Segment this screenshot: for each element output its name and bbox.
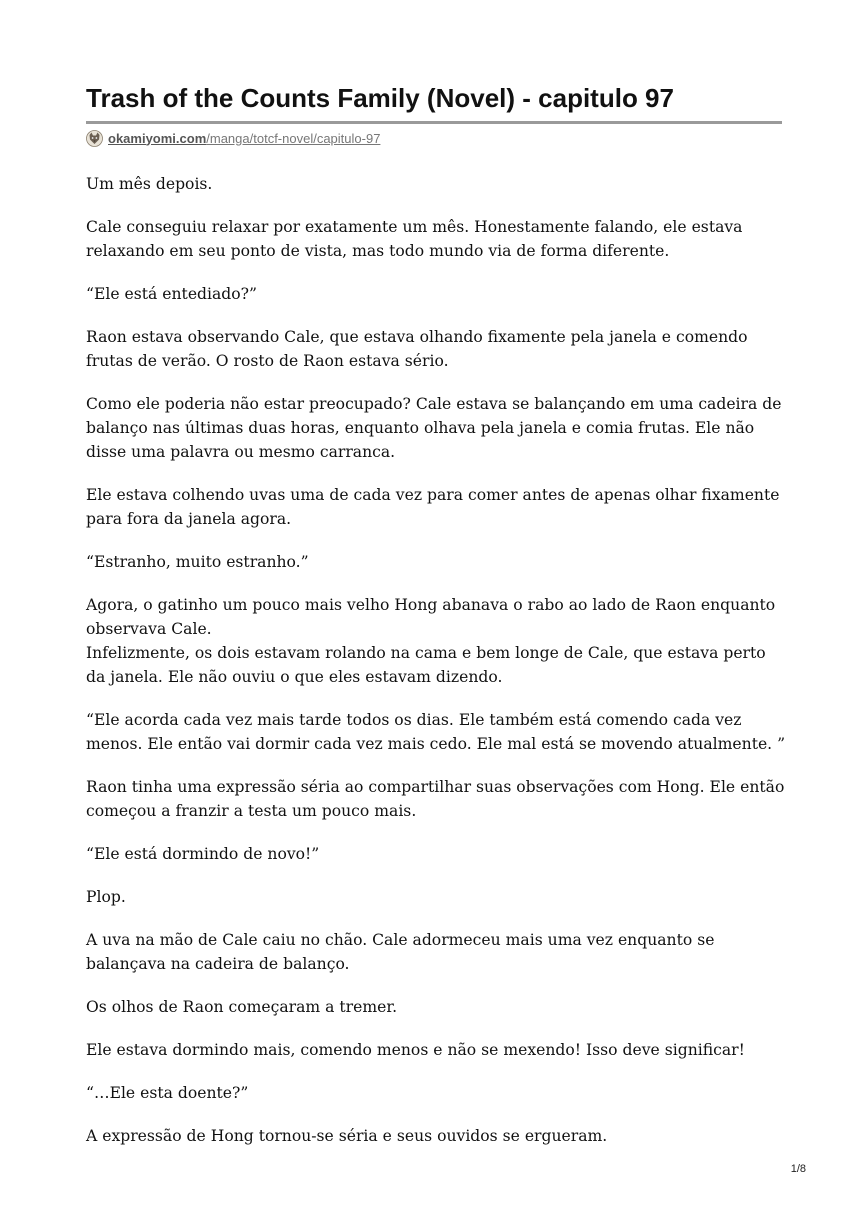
page-title: Trash of the Counts Family (Novel) - capitulo 97 [86, 83, 674, 113]
chapter-body [86, 172, 786, 1167]
paragraph: “Ele está dormindo de novo!” [86, 845, 320, 863]
paragraph: Raon estava observando Cale, que estava olhando fixamente pela janela e comendo frutas de verão. O rosto de Raon estava sério. [86, 328, 748, 370]
paragraph: A expressão de Hong tornou-se séria e seus ouvidos se ergueram. [86, 1127, 608, 1145]
paragraph: Ele estava dormindo mais, comendo menos e não se mexendo! Isso deve significar! [86, 1041, 745, 1059]
paragraph: Plop. [86, 888, 126, 906]
paragraph: Ele estava colhendo uvas uma de cada vez para comer antes de apenas olhar fixamente para fora da janela agora. [86, 486, 780, 528]
paragraph: “…Ele esta doente?” [86, 1084, 249, 1102]
page-number: 1/8 [790, 1163, 806, 1175]
paragraph: “Ele acorda cada vez mais tarde todos os dias. Ele também está comendo cada vez menos. Ele então vai dormir cada vez mais cedo. Ele mal está se movendo atualmente. ” [86, 711, 786, 753]
paragraph: “Ele está entediado?” [86, 285, 258, 303]
source-path[interactable]: /manga/totcf-novel/capitulo-97 [206, 130, 381, 146]
paragraph: Cale conseguiu relaxar por exatamente um mês. Honestamente falando, ele estava relaxando em seu ponto de vista, mas todo mundo via de forma diferente. [86, 218, 743, 260]
paragraph: “Estranho, muito estranho.” [86, 553, 309, 571]
paragraph: Um mês depois. [86, 175, 213, 193]
paragraph: Agora, o gatinho um pouco mais velho Hong abanava o rabo ao lado de Raon enquanto observava Cale. Infelizmente, os dois estavam rolando na cama e bem longe de Cale, que estava perto da janela. Ele não ouviu o que eles estavam dizendo. [86, 596, 776, 686]
source-link[interactable] [86, 128, 380, 148]
paragraph: Os olhos de Raon começaram a tremer. [86, 998, 398, 1016]
paragraph: A uva na mão de Cale caiu no chão. Cale adormeceu mais uma vez enquanto se balançava na cadeira de balanço. [86, 931, 715, 973]
title-divider [86, 121, 782, 124]
paragraph: Raon tinha uma expressão séria ao compartilhar suas observações com Hong. Ele então começou a franzir a testa um pouco mais. [86, 778, 785, 820]
source-domain[interactable]: okamiyomi.com [108, 130, 207, 146]
wolf-logo-icon [86, 130, 103, 147]
paragraph: Como ele poderia não estar preocupado? Cale estava se balançando em uma cadeira de balanço nas últimas duas horas, enquanto olhava pela janela e comia frutas. Ele não disse uma palavra ou mesmo carranca. [86, 395, 782, 461]
